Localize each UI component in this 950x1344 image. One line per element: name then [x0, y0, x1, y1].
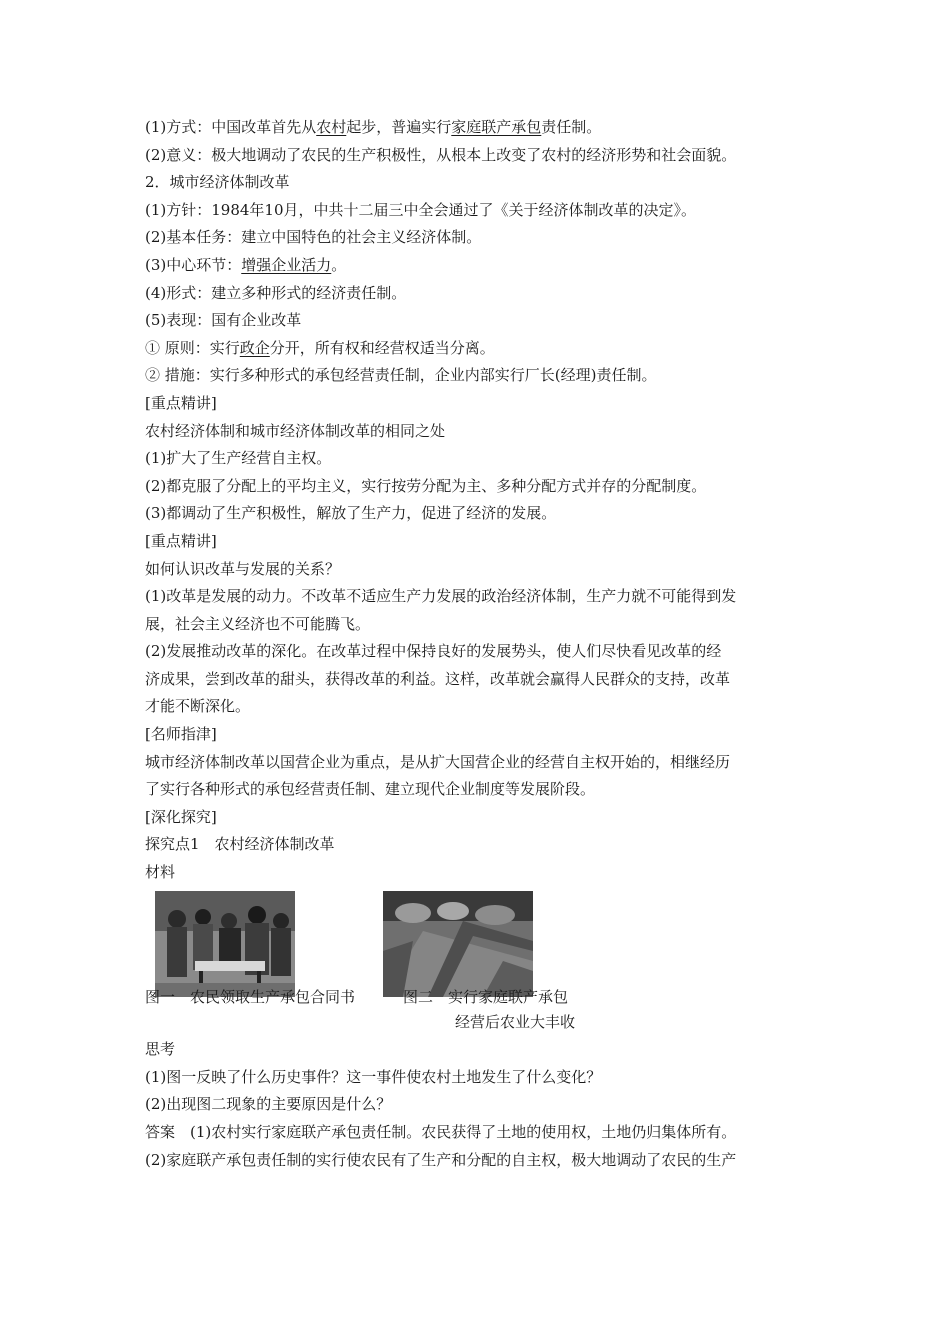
underlined-term: 政企	[239, 338, 270, 357]
text-line: (4)形式：建立多种形式的经济责任制。	[145, 283, 407, 302]
text-line: (2)家庭联产承包责任制的实行使农民有了生产和分配的自主权，极大地调动了农民的生产	[145, 1150, 737, 1169]
text-line: (2)发展推动改革的深化。在改革过程中保持良好的发展势头，使人们尽快看见改革的经	[145, 642, 722, 661]
text-line: (1)改革是发展的动力。不改革不适应生产力发展的政治经济体制，生产力就不可能得到发	[145, 587, 737, 606]
text-line: 如何认识改革与发展的关系？	[145, 559, 341, 578]
text-line: 展，社会主义经济也不可能腾飞。	[145, 614, 371, 633]
text-line: (1)图一反映了什么历史事件？这一事件使农村土地发生了什么变化？	[145, 1067, 602, 1086]
underlined-term: 家庭联产承包	[451, 118, 542, 136]
text-line: 才能不断深化。	[145, 697, 251, 716]
figure-2-caption: 图二 实行家庭联产承包	[403, 987, 569, 1006]
text-line: 探究点1 农村经济体制改革	[145, 835, 335, 854]
figure-1-caption: 图一 农民领取生产承包合同书	[145, 987, 356, 1006]
harvest-photo	[383, 891, 533, 997]
figure-row	[145, 891, 815, 1009]
text-line: ① 原则：实行政企分开，所有权和经营权适当分离。	[145, 338, 495, 357]
section-label: [重点精讲]	[145, 531, 217, 550]
farmers-contract-photo	[155, 891, 295, 997]
text-line: 城市经济体制改革以国营企业为重点，是从扩大国营企业的经营自主权开始的，相继经历	[145, 752, 731, 771]
text-line: 农村经济体制和城市经济体制改革的相同之处	[145, 421, 446, 440]
text-line: (2)都克服了分配上的平均主义，实行按劳分配为主、多种分配方式并存的分配制度。	[145, 476, 707, 495]
section-heading: 2．城市经济体制改革	[145, 173, 290, 192]
text-line: (3)中心环节：增强企业活力。	[145, 255, 347, 274]
text-line: (2)基本任务：建立中国特色的社会主义经济体制。	[145, 228, 482, 247]
text-line: 了实行各种形式的承包经营责任制、建立现代企业制度等发展阶段。	[145, 780, 596, 799]
text-line: 答案 (1)农村实行家庭联产承包责任制。农民获得了土地的使用权，土地仍归集体所有。	[145, 1123, 737, 1141]
text-line: (2)意义：极大地调动了农民的生产积极性，从根本上改变了农村的经济形势和社会面貌。	[145, 145, 737, 164]
text-line: 思考	[145, 1040, 176, 1059]
document-body	[145, 114, 815, 1174]
text-line: (2)出现图二现象的主要原因是什么？	[145, 1095, 392, 1114]
text-line: ② 措施：实行多种形式的承包经营责任制，企业内部实行厂长(经理)责任制。	[145, 366, 657, 385]
section-label: [名师指津]	[145, 725, 217, 744]
text-line: (5)表现：国有企业改革	[145, 311, 302, 330]
section-label: [深化探究]	[145, 807, 217, 826]
text-line: 济成果，尝到改革的甜头，获得改革的利益。这样，改革就会赢得人民群众的支持，改革	[145, 669, 731, 688]
text-line: (3)都调动了生产积极性，解放了生产力，促进了经济的发展。	[145, 504, 557, 523]
figure-2-caption-cont: 经营后农业大丰收	[455, 1012, 576, 1031]
text-line: (1)扩大了生产经营自主权。	[145, 449, 332, 468]
text-line: (1)方针：1984年10月，中共十二届三中全会通过了《关于经济体制改革的决定》。	[145, 200, 697, 219]
underlined-term: 增强企业活力	[241, 255, 332, 274]
text-line: 材料	[145, 863, 176, 882]
text-line: (1)方式：中国改革首先从农村起步，普遍实行家庭联产承包责任制。	[145, 118, 602, 136]
underlined-term: 农村	[316, 118, 347, 136]
section-label: [重点精讲]	[145, 393, 217, 412]
